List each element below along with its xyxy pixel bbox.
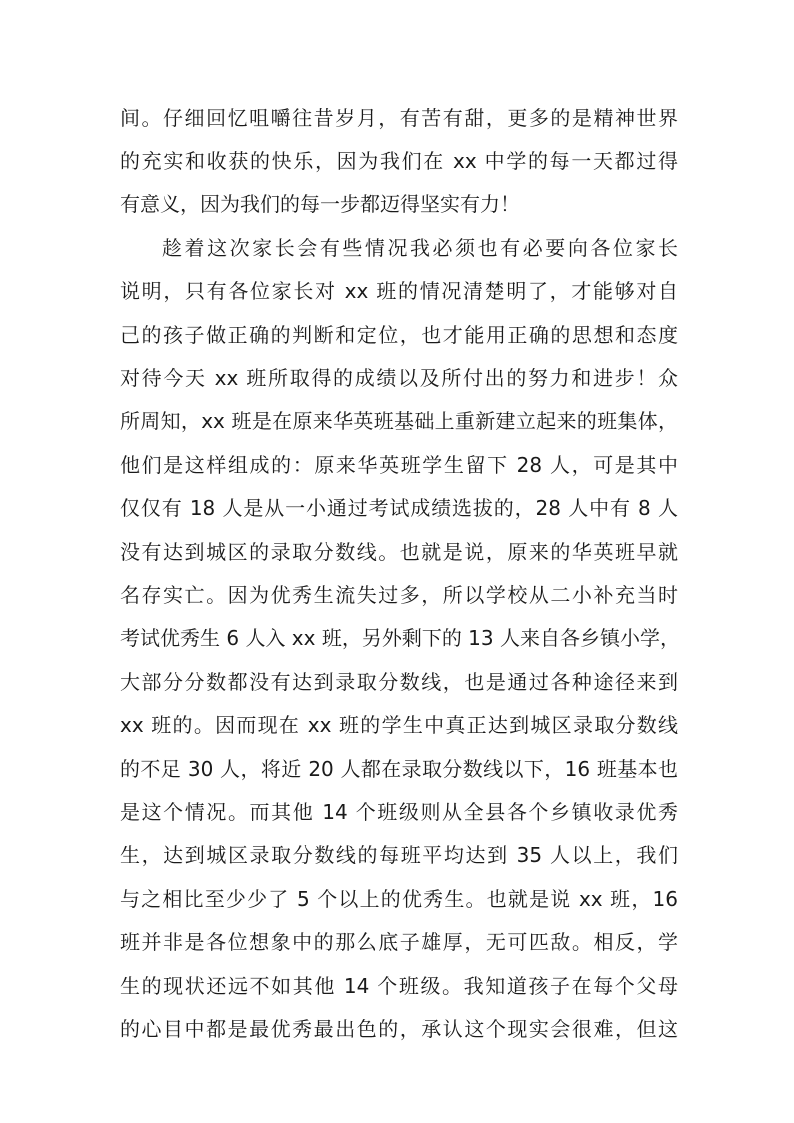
text-line: 所周知，xx 班是在原来华英班基础上重新建立起来的班集体， <box>120 409 678 433</box>
text-line: 的不足 30 人，将近 20 人都在录取分数线以下，16 班基本也 <box>120 757 678 781</box>
text-line: 考试优秀生 6 人入 xx 班，另外剩下的 13 人来自各乡镇小学， <box>120 626 680 650</box>
text-line: 大部分分数都没有达到录取分数线，也是通过各种途径来到 <box>120 670 678 694</box>
text-line: 生，达到城区录取分数线的每班平均达到 35 人以上，我们 <box>120 843 678 867</box>
text-line: 没有达到城区的录取分数线。也就是说，原来的华英班早就 <box>120 540 678 564</box>
text-line: 对待今天 xx 班所取得的成绩以及所付出的努力和进步！众 <box>120 366 678 390</box>
text-line: 仅仅有 18 人是从一小通过考试成绩选拔的，28 人中有 8 人 <box>120 496 678 520</box>
text-line: 的充实和收获的快乐，因为我们在 xx 中学的每一天都过得 <box>120 149 678 173</box>
text-line: 生的现状还远不如其他 14 个班级。我知道孩子在每个父母 <box>120 974 678 998</box>
text-line: 是这个情况。而其他 14 个班级则从全县各个乡镇收录优秀 <box>120 800 678 824</box>
text-line: 与之相比至少少了 5 个以上的优秀生。也就是说 xx 班，16 <box>120 887 678 911</box>
text-line: 间。仔细回忆咀嚼往昔岁月，有苦有甜，更多的是精神世界 <box>120 106 678 130</box>
text-line: 趁着这次家长会有些情况我必须也有必要向各位家长 <box>162 236 678 260</box>
text-line: 班并非是各位想象中的那么底子雄厚，无可匹敌。相反，学 <box>120 930 678 954</box>
text-line: 的心目中都是最优秀最出色的，承认这个现实会很难，但这 <box>120 1017 678 1041</box>
text-line: 名存实亡。因为优秀生流失过多，所以学校从二小补充当时 <box>120 583 678 607</box>
text-line: 说明，只有各位家长对 xx 班的情况清楚明了，才能够对自 <box>120 279 678 303</box>
text-line: 己的孩子做正确的判断和定位，也才能用正确的思想和态度 <box>120 323 678 347</box>
text-line: 有意义，因为我们的每一步都迈得坚实有力！ <box>120 192 520 216</box>
text-line: 他们是这样组成的：原来华英班学生留下 28 人，可是其中 <box>120 453 678 477</box>
text-line: xx 班的。因而现在 xx 班的学生中真正达到城区录取分数线 <box>120 713 678 737</box>
